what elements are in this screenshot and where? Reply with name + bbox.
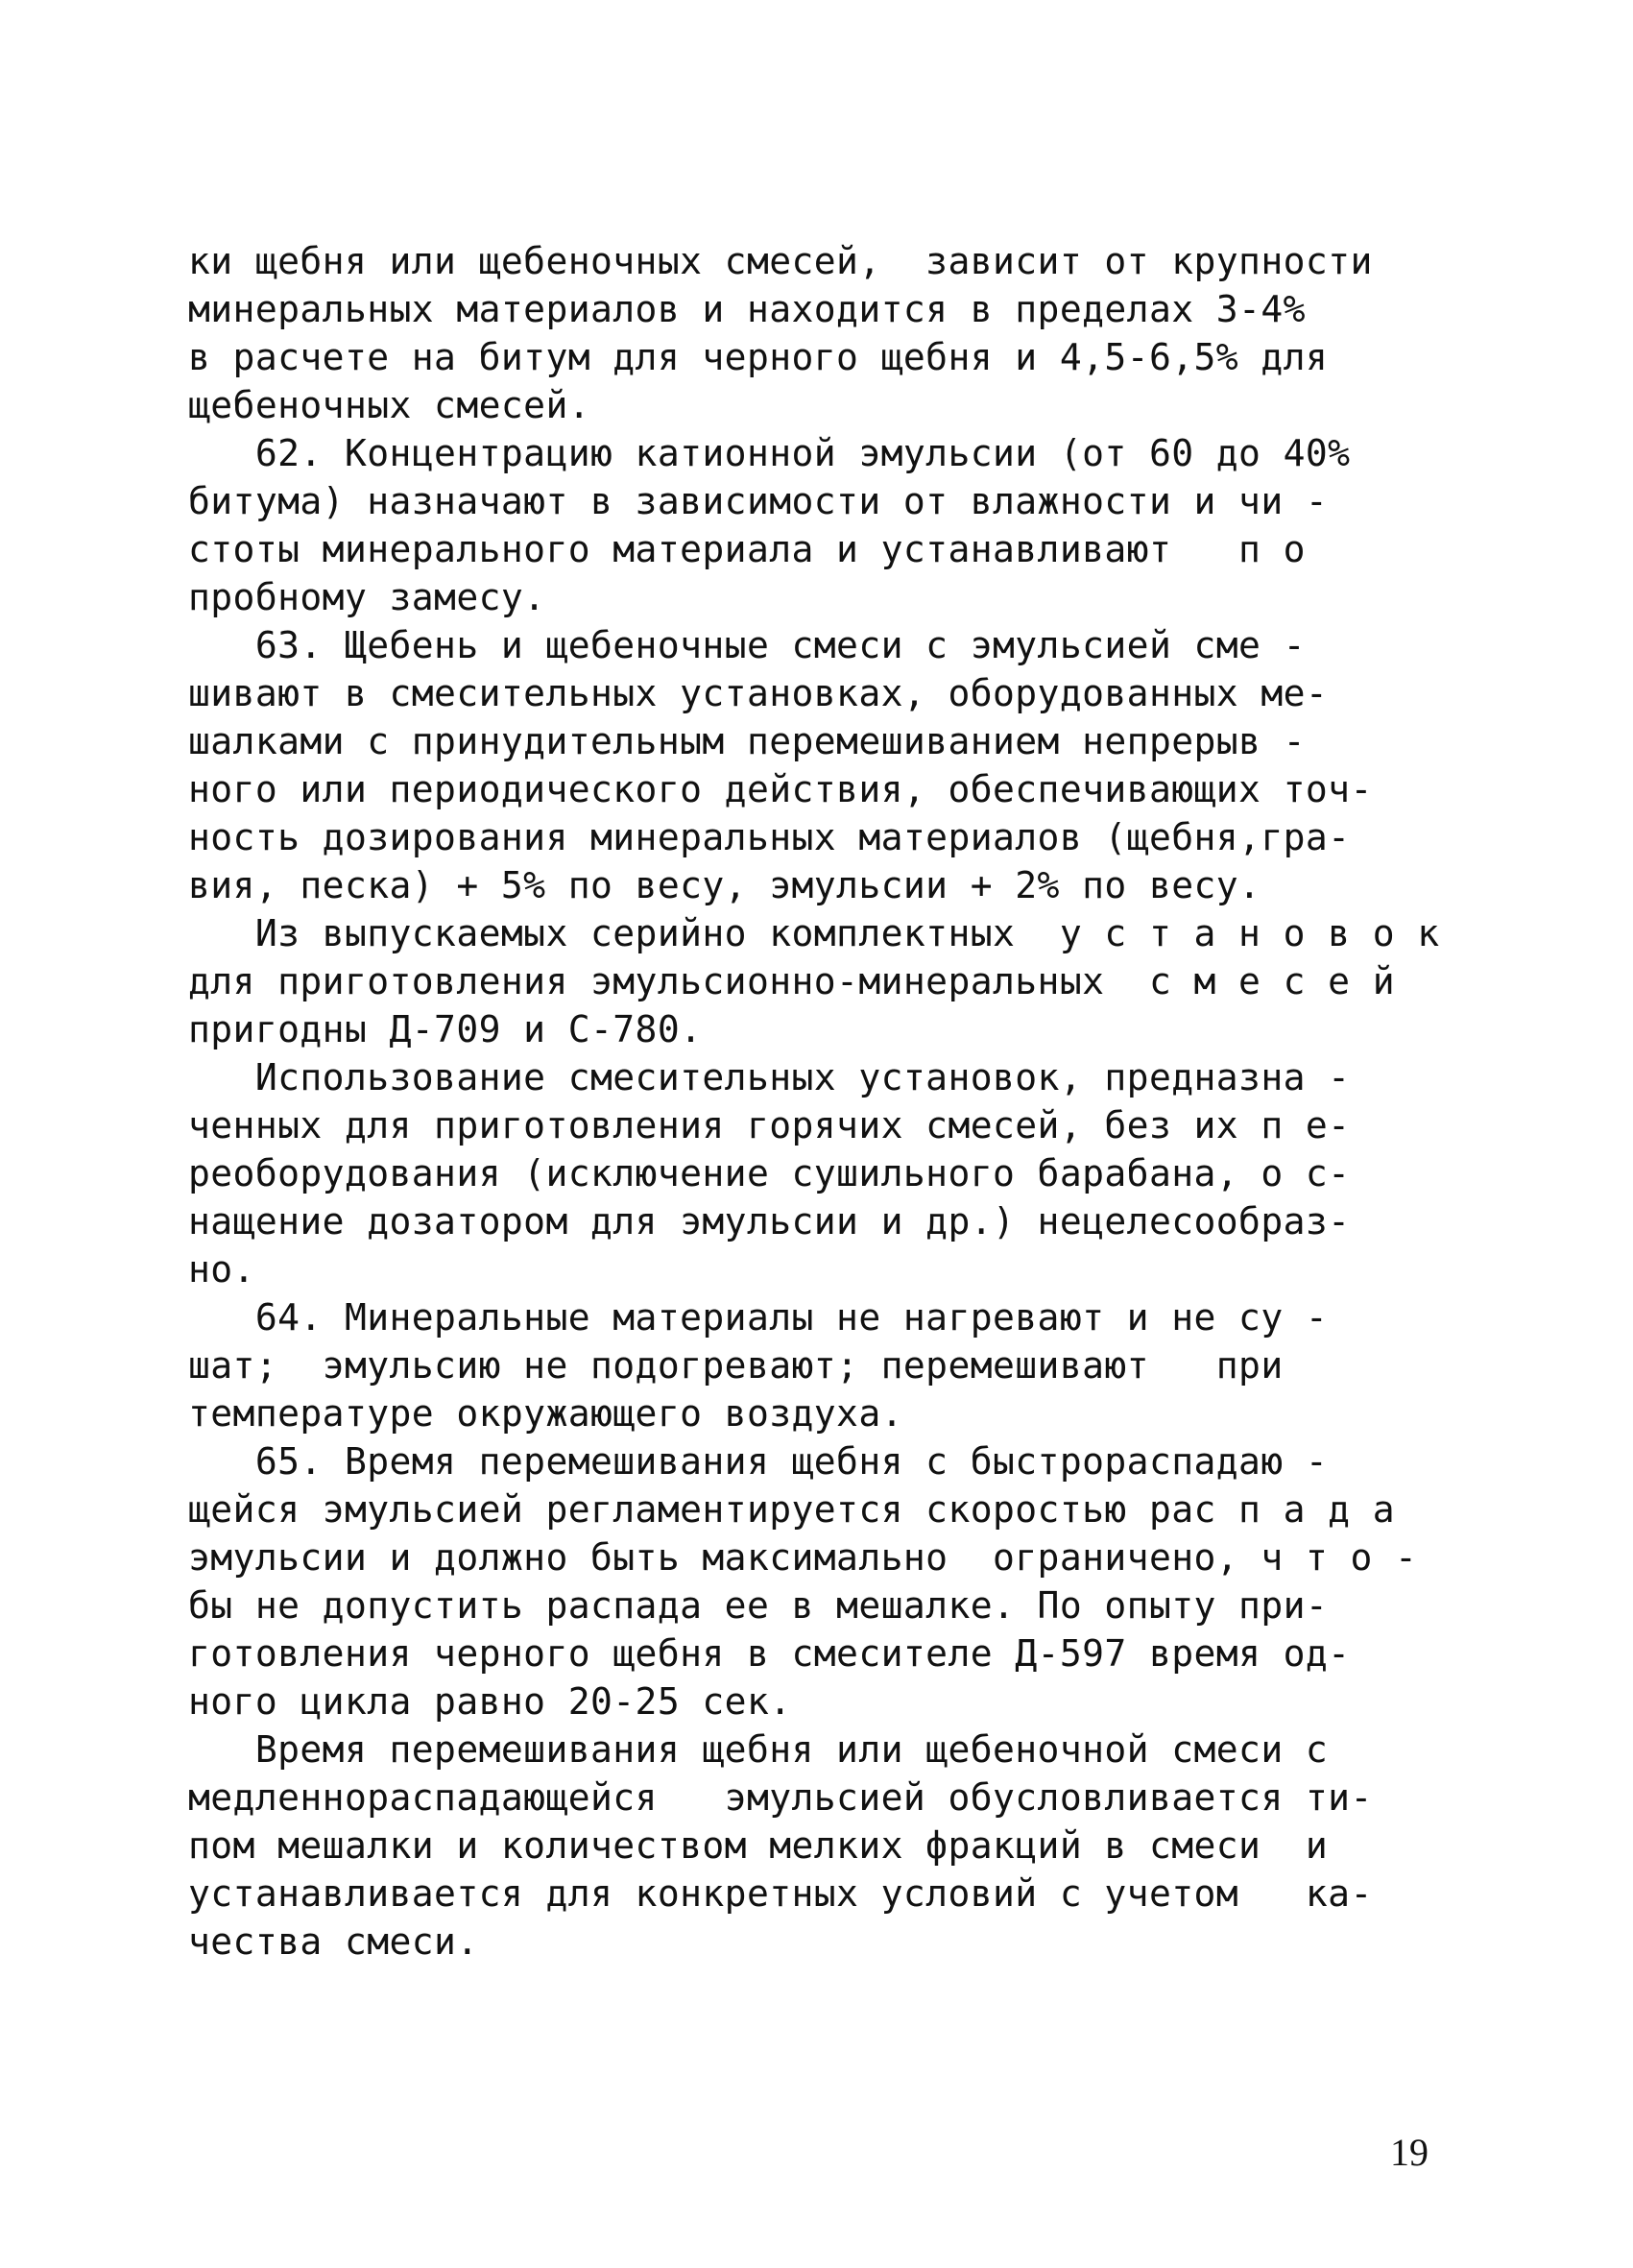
text-line: чества смеси. xyxy=(188,1920,479,1963)
text-line: медленнораспадающейся эмульсией обусловливается ти- xyxy=(188,1776,1373,1819)
text-line: 65. Время перемешивания щебня с быстрораспадаю - xyxy=(188,1440,1329,1483)
text-line: реоборудования (исключение сушильного барабана, о с- xyxy=(188,1152,1351,1194)
text-line: щейся эмульсией регламентируется скоростью рас п а д а xyxy=(188,1488,1396,1531)
text-line: ного цикла равно 20-25 сек. xyxy=(188,1680,792,1723)
text-line: щебеночных смесей. xyxy=(188,384,591,426)
text-line: устанавливается для конкретных условий с учетом ка- xyxy=(188,1872,1373,1915)
text-line: ного или периодического действия, обеспечивающих точ- xyxy=(188,768,1373,810)
text-line: в расчете на битум для черного щебня и 4,5-6,5% для xyxy=(188,336,1329,378)
text-line: 62. Концентрацию катионной эмульсии (от 60 до 40% xyxy=(188,432,1351,474)
text-line: эмульсии и должно быть максимально ограничено, ч т о - xyxy=(188,1536,1418,1579)
text-line: шивают в смесительных установках, оборудованных ме- xyxy=(188,672,1329,714)
text-line: температуре окружающего воздуха. xyxy=(188,1392,903,1435)
text-line: но. xyxy=(188,1248,255,1291)
text-line: пробному замесу. xyxy=(188,576,546,618)
text-line: шат; эмульсию не подогревают; перемешивают при xyxy=(188,1344,1284,1387)
text-line: шалками с принудительным перемешиванием непрерыв - xyxy=(188,720,1306,762)
text-line: ченных для приготовления горячих смесей, без их п е- xyxy=(188,1104,1351,1146)
text-line: готовления черного щебня в смесителе Д-597 время од- xyxy=(188,1632,1351,1675)
text-line: битума) назначают в зависимости от влажности и чи - xyxy=(188,480,1329,522)
text-line: нащение дозатором для эмульсии и др.) нецелесообраз- xyxy=(188,1200,1351,1243)
text-line: 63. Щебень и щебеночные смеси с эмульсией сме - xyxy=(188,624,1306,666)
page-body xyxy=(188,237,1440,1966)
text-line: минеральных материалов и находится в пределах 3-4% xyxy=(188,288,1306,330)
text-line: вия, песка) + 5% по весу, эмульсии + 2% по весу. xyxy=(188,864,1261,906)
text-line: Время перемешивания щебня или щебеночной смеси с xyxy=(188,1728,1329,1771)
page-number: 19 xyxy=(1390,2131,1429,2174)
text-line: для приготовления эмульсионно-минеральных с м е с е й xyxy=(188,960,1396,1002)
text-line: Использование смесительных установок, предназна - xyxy=(188,1056,1351,1098)
text-line: бы не допустить распада ее в мешалке. По опыту при- xyxy=(188,1584,1329,1627)
text-line: Из выпускаемых серийно комплектных у с т а н о в о к xyxy=(188,912,1440,954)
text-line: стоты минерального материала и устанавливают п о xyxy=(188,528,1306,570)
text-line: 64. Минеральные материалы не нагревают и не су - xyxy=(188,1296,1329,1339)
text-line: пригодны Д-709 и С-780. xyxy=(188,1008,703,1050)
text-line: ность дозирования минеральных материалов (щебня,гра- xyxy=(188,816,1351,858)
text-line: пом мешалки и количеством мелких фракций в смеси и xyxy=(188,1824,1329,1867)
text-line: ки щебня или щебеночных смесей, зависит от крупности xyxy=(188,240,1373,282)
